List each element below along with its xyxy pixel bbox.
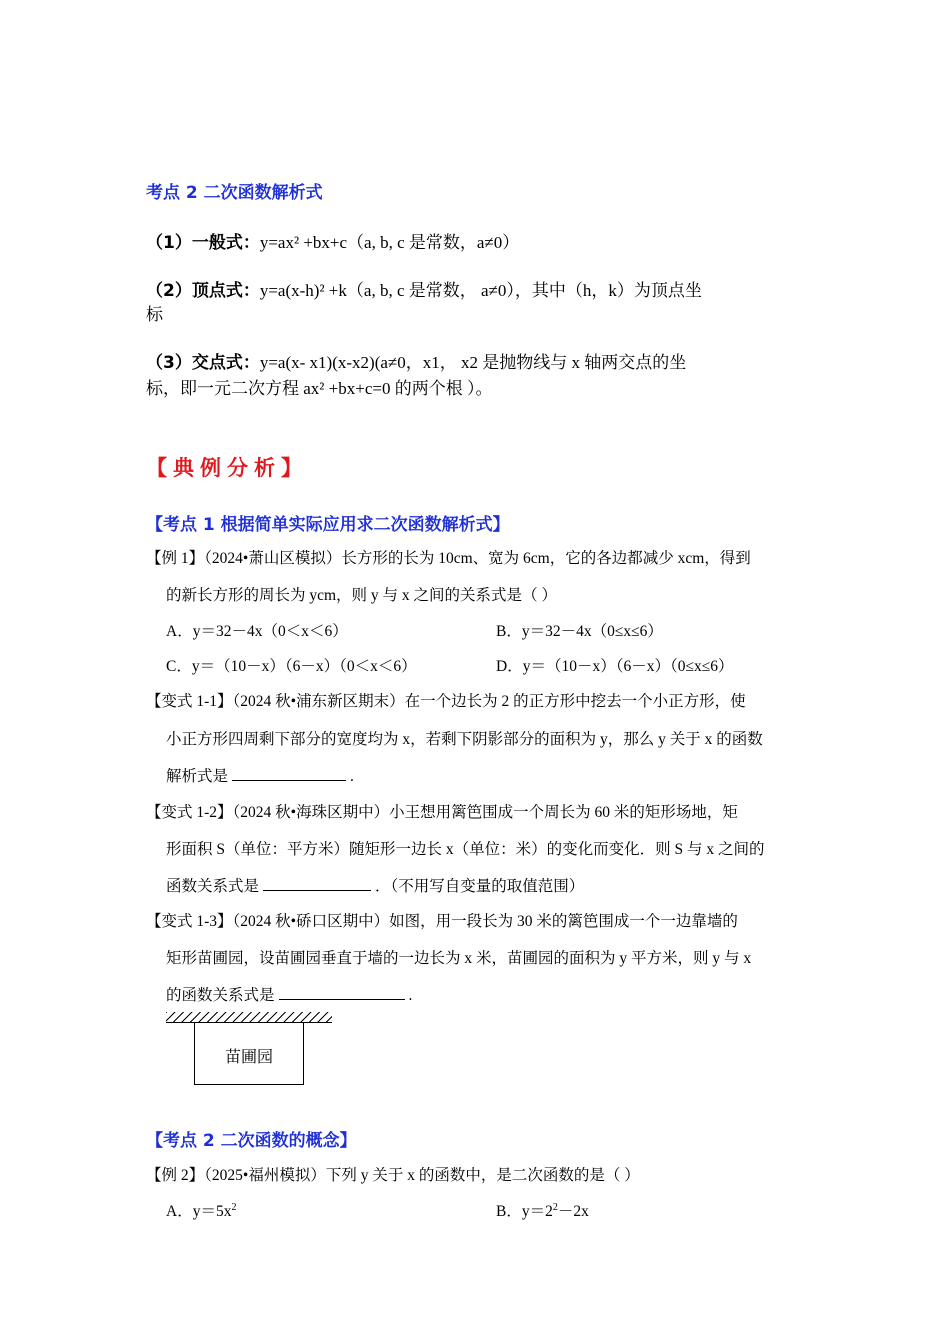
kp2-heading: 【考点 2 二次函数的概念】 — [146, 1131, 357, 1151]
example-2 — [146, 1163, 640, 1185]
example-1-tag: 【例 1】 — [146, 550, 205, 567]
variant-1-1-tag: 【变式 1-1】 — [146, 693, 233, 710]
garden-rectangle — [194, 1022, 304, 1085]
example-1-line1: 长方形的长为 10cm、宽为 6cm，它的各边都减少 xcm，得到 — [341, 550, 751, 567]
garden-figure — [166, 1012, 334, 1088]
general-form-label: （1）一般式： — [146, 233, 260, 253]
example-2-tag: 【例 2】 — [146, 1167, 205, 1184]
intercept-form-label: （3）交点式： — [146, 353, 260, 373]
variant-1-2-tag: 【变式 1-2】 — [146, 804, 233, 821]
variant-1-1-line1: 在一个边长为 2 的正方形中挖去一个小正方形，使 — [404, 693, 746, 710]
garden-label: 苗圃园 — [224, 1047, 273, 1066]
variant-1-3-line3 — [166, 983, 412, 1005]
example-1-line2: 的新长方形的周长为 ycm，则 y 与 x 之间的关系式是（ ） — [166, 587, 557, 604]
variant-1-1-line2: 小正方形四周剩下部分的宽度均为 x，若剩下阴影部分的面积为 y，那么 y 关于 x 的函数 — [166, 731, 763, 748]
vertex-form-cont: 标 — [146, 305, 163, 324]
variant-1-1-line3 — [166, 764, 354, 786]
example-1-option-a: A．y＝32－4x（0＜x＜6） — [166, 623, 348, 640]
variant-1-3-end: . — [408, 987, 413, 1004]
variant-1-3-line1: 如图，用一段长为 30 米的篱笆围成一个一边靠墙的 — [389, 913, 738, 930]
variant-1-3-tag: 【变式 1-3】 — [146, 913, 233, 930]
variant-1-3-line2: 矩形苗圃园，设苗圃园垂直于墙的一边长为 x 米，苗圃园的面积为 y 平方米，则 y 与 x — [166, 950, 752, 967]
example-2-source: （2025•福州模拟） — [204, 1167, 326, 1184]
example-1 — [146, 546, 751, 568]
kp1-heading: 【考点 1 根据简单实际应用求二次函数解析式】 — [146, 515, 510, 535]
variant-1-3-prompt: 的函数关系式是 — [166, 987, 275, 1004]
variant-1-2-end: ．（不用写自变量的取值范围） — [375, 878, 585, 895]
example-1-option-d: D．y＝（10－x）（6－x）（0≤x≤6） — [496, 658, 734, 675]
intercept-form — [146, 348, 686, 373]
variant-1-2 — [146, 800, 738, 822]
variant-1-1-source: （2024 秋•浦东新区期末） — [232, 693, 405, 710]
variant-1-1-end: . — [350, 768, 354, 785]
variant-1-2-line1: 小王想用篱笆围成一个周长为 60 米的矩形场地，矩 — [389, 804, 738, 821]
variant-1-2-prompt: 函数关系式是 — [166, 878, 260, 895]
answer-blank[interactable] — [263, 876, 371, 891]
example-1-option-c: C．y＝（10－x）（6－x）（0＜x＜6） — [166, 658, 417, 675]
option-b-text-end: －2x — [557, 1203, 589, 1220]
answer-blank[interactable] — [279, 985, 405, 1000]
variant-1-1 — [146, 689, 746, 711]
example-2-option-b — [496, 1199, 589, 1221]
vertex-form — [146, 276, 702, 301]
variant-1-2-line2: 形面积 S（单位：平方米）随矩形一边长 x（单位：米）的变化而变化．则 S 与 x 之间的 — [166, 841, 765, 858]
intercept-form-text: y=a(x- x1)(x-x2)(a≠0，x1， x2 是抛物线与 x 轴两交点的坐 — [259, 353, 687, 372]
option-a-exponent: 2 — [231, 1201, 237, 1213]
analysis-title: 【典例分析】 — [146, 456, 308, 480]
example-1-source: （2024•萧山区模拟） — [204, 550, 342, 567]
example-2-option-a — [166, 1199, 236, 1221]
answer-blank[interactable] — [232, 766, 346, 781]
variant-1-3 — [146, 909, 738, 931]
example-2-line1: 下列 y 关于 x 的函数中，是二次函数的是（ ） — [325, 1167, 640, 1184]
variant-1-1-prompt: 解析式是 — [166, 768, 229, 785]
variant-1-2-line3 — [166, 874, 584, 896]
general-form-text: y=ax² +bx+c（a, b, c 是常数，a≠0） — [259, 233, 520, 252]
vertex-form-text: y=a(x-h)² +k（a, b, c 是常数， a≠0），其中（h，k）为顶点坐 — [259, 281, 702, 300]
intercept-form-cont: 标，即一元二次方程 ax² +bx+c=0 的两个根 ）。 — [146, 379, 493, 398]
variant-1-2-source: （2024 秋•海珠区期中） — [232, 804, 390, 821]
vertex-form-label: （2）顶点式： — [146, 281, 260, 301]
option-b-text: B．y＝2 — [496, 1203, 553, 1220]
variant-1-3-source: （2024 秋•硚口区期中） — [232, 913, 390, 930]
option-a-text: A．y＝5x — [166, 1203, 232, 1220]
option-b-exponent: 2 — [552, 1201, 558, 1213]
general-form — [146, 228, 519, 253]
example-1-option-b: B．y＝32－4x（0≤x≤6） — [496, 623, 663, 640]
section-heading: 考点 2 二次函数解析式 — [146, 183, 323, 203]
